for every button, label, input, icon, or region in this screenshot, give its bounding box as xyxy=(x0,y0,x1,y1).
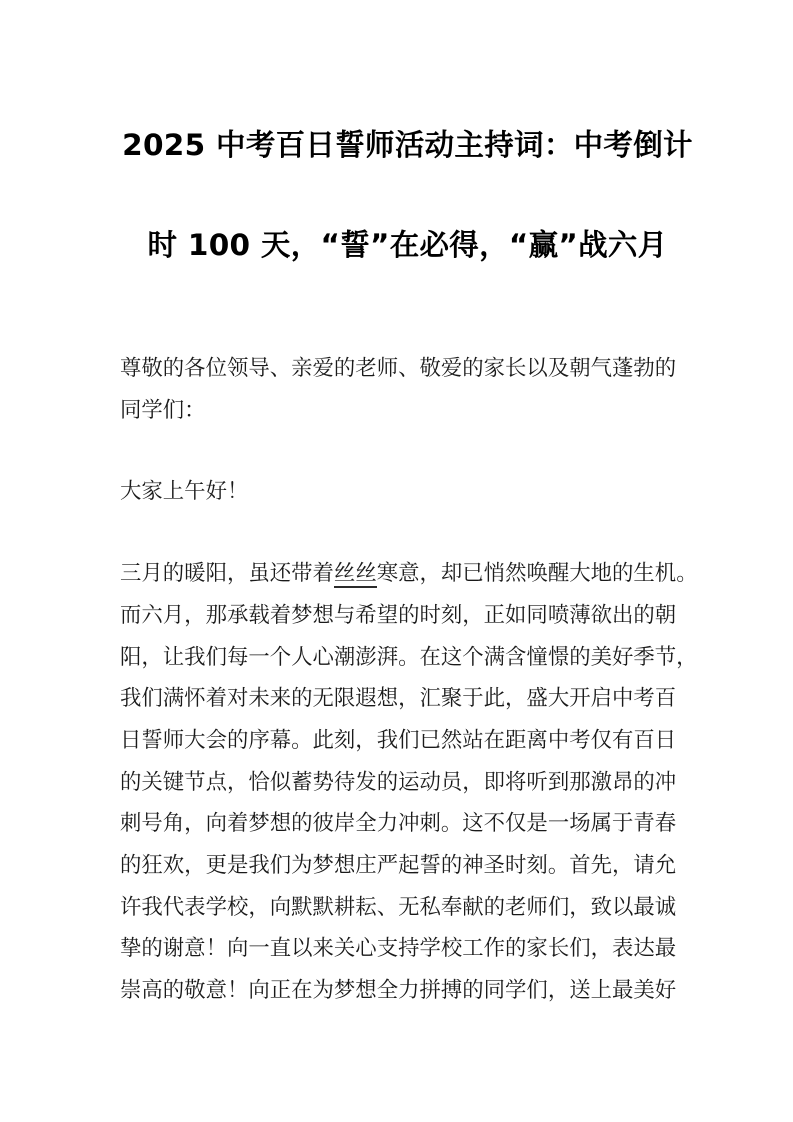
body-line-3: 阳，让我们每一个人心潮澎湃。在这个满含憧憬的美好季节， xyxy=(120,644,698,670)
page-content xyxy=(120,95,698,1012)
body-line-2: 而六月，那承载着梦想与希望的时刻，正如同喷薄欲出的朝 xyxy=(120,602,677,628)
body-line-1 xyxy=(120,553,698,595)
greeting-line-2: 同学们： xyxy=(120,397,206,423)
body-line-9: 许我代表学校，向默默耕耘、无私奉献的老师们，致以最诚 xyxy=(120,894,677,920)
paragraph-greeting xyxy=(120,348,695,431)
document-title xyxy=(120,95,695,295)
salutation-line: 大家上午好！ xyxy=(120,479,249,505)
body-line-7: 刺号角，向着梦想的彼岸全力冲刺。这不仅是一场属于青春 xyxy=(120,811,677,837)
paragraph-salutation xyxy=(120,471,695,513)
text-segment-pre: 三月的暖阳，虽还带着 xyxy=(120,561,334,587)
greeting-line-1: 尊敬的各位领导、亲爱的老师、敬爱的家长以及朝气蓬勃的 xyxy=(120,356,677,381)
body-line-8: 的狂欢，更是我们为梦想庄严起誓的神圣时刻。首先，请允 xyxy=(120,853,677,879)
body-line-10: 挚的谢意！向一直以来关心支持学校工作的家长们，表达最 xyxy=(120,936,677,962)
body-line-6: 的关键节点，恰似蓄势待发的运动员，即将听到那激昂的冲 xyxy=(120,769,677,795)
paragraph-body xyxy=(120,553,698,1012)
text-segment-post: 寒意，却已悄然唤醒大地的生机。 xyxy=(376,561,698,587)
document-title-line-1: 2025 中考百日誓师活动主持词：中考倒计 xyxy=(122,128,693,162)
underlined-word: 丝丝 xyxy=(333,561,377,587)
body-line-11: 崇高的敬意！向正在为梦想全力拼搏的同学们，送上最美好 xyxy=(120,978,677,1004)
body-line-4: 我们满怀着对未来的无限遐想，汇聚于此，盛大开启中考百 xyxy=(120,686,677,712)
document-title-line-2: 时 100 天，“誓”在必得，“赢”战六月 xyxy=(147,228,668,262)
body-line-5: 日誓师大会的序幕。此刻，我们已然站在距离中考仅有百日 xyxy=(120,727,677,753)
